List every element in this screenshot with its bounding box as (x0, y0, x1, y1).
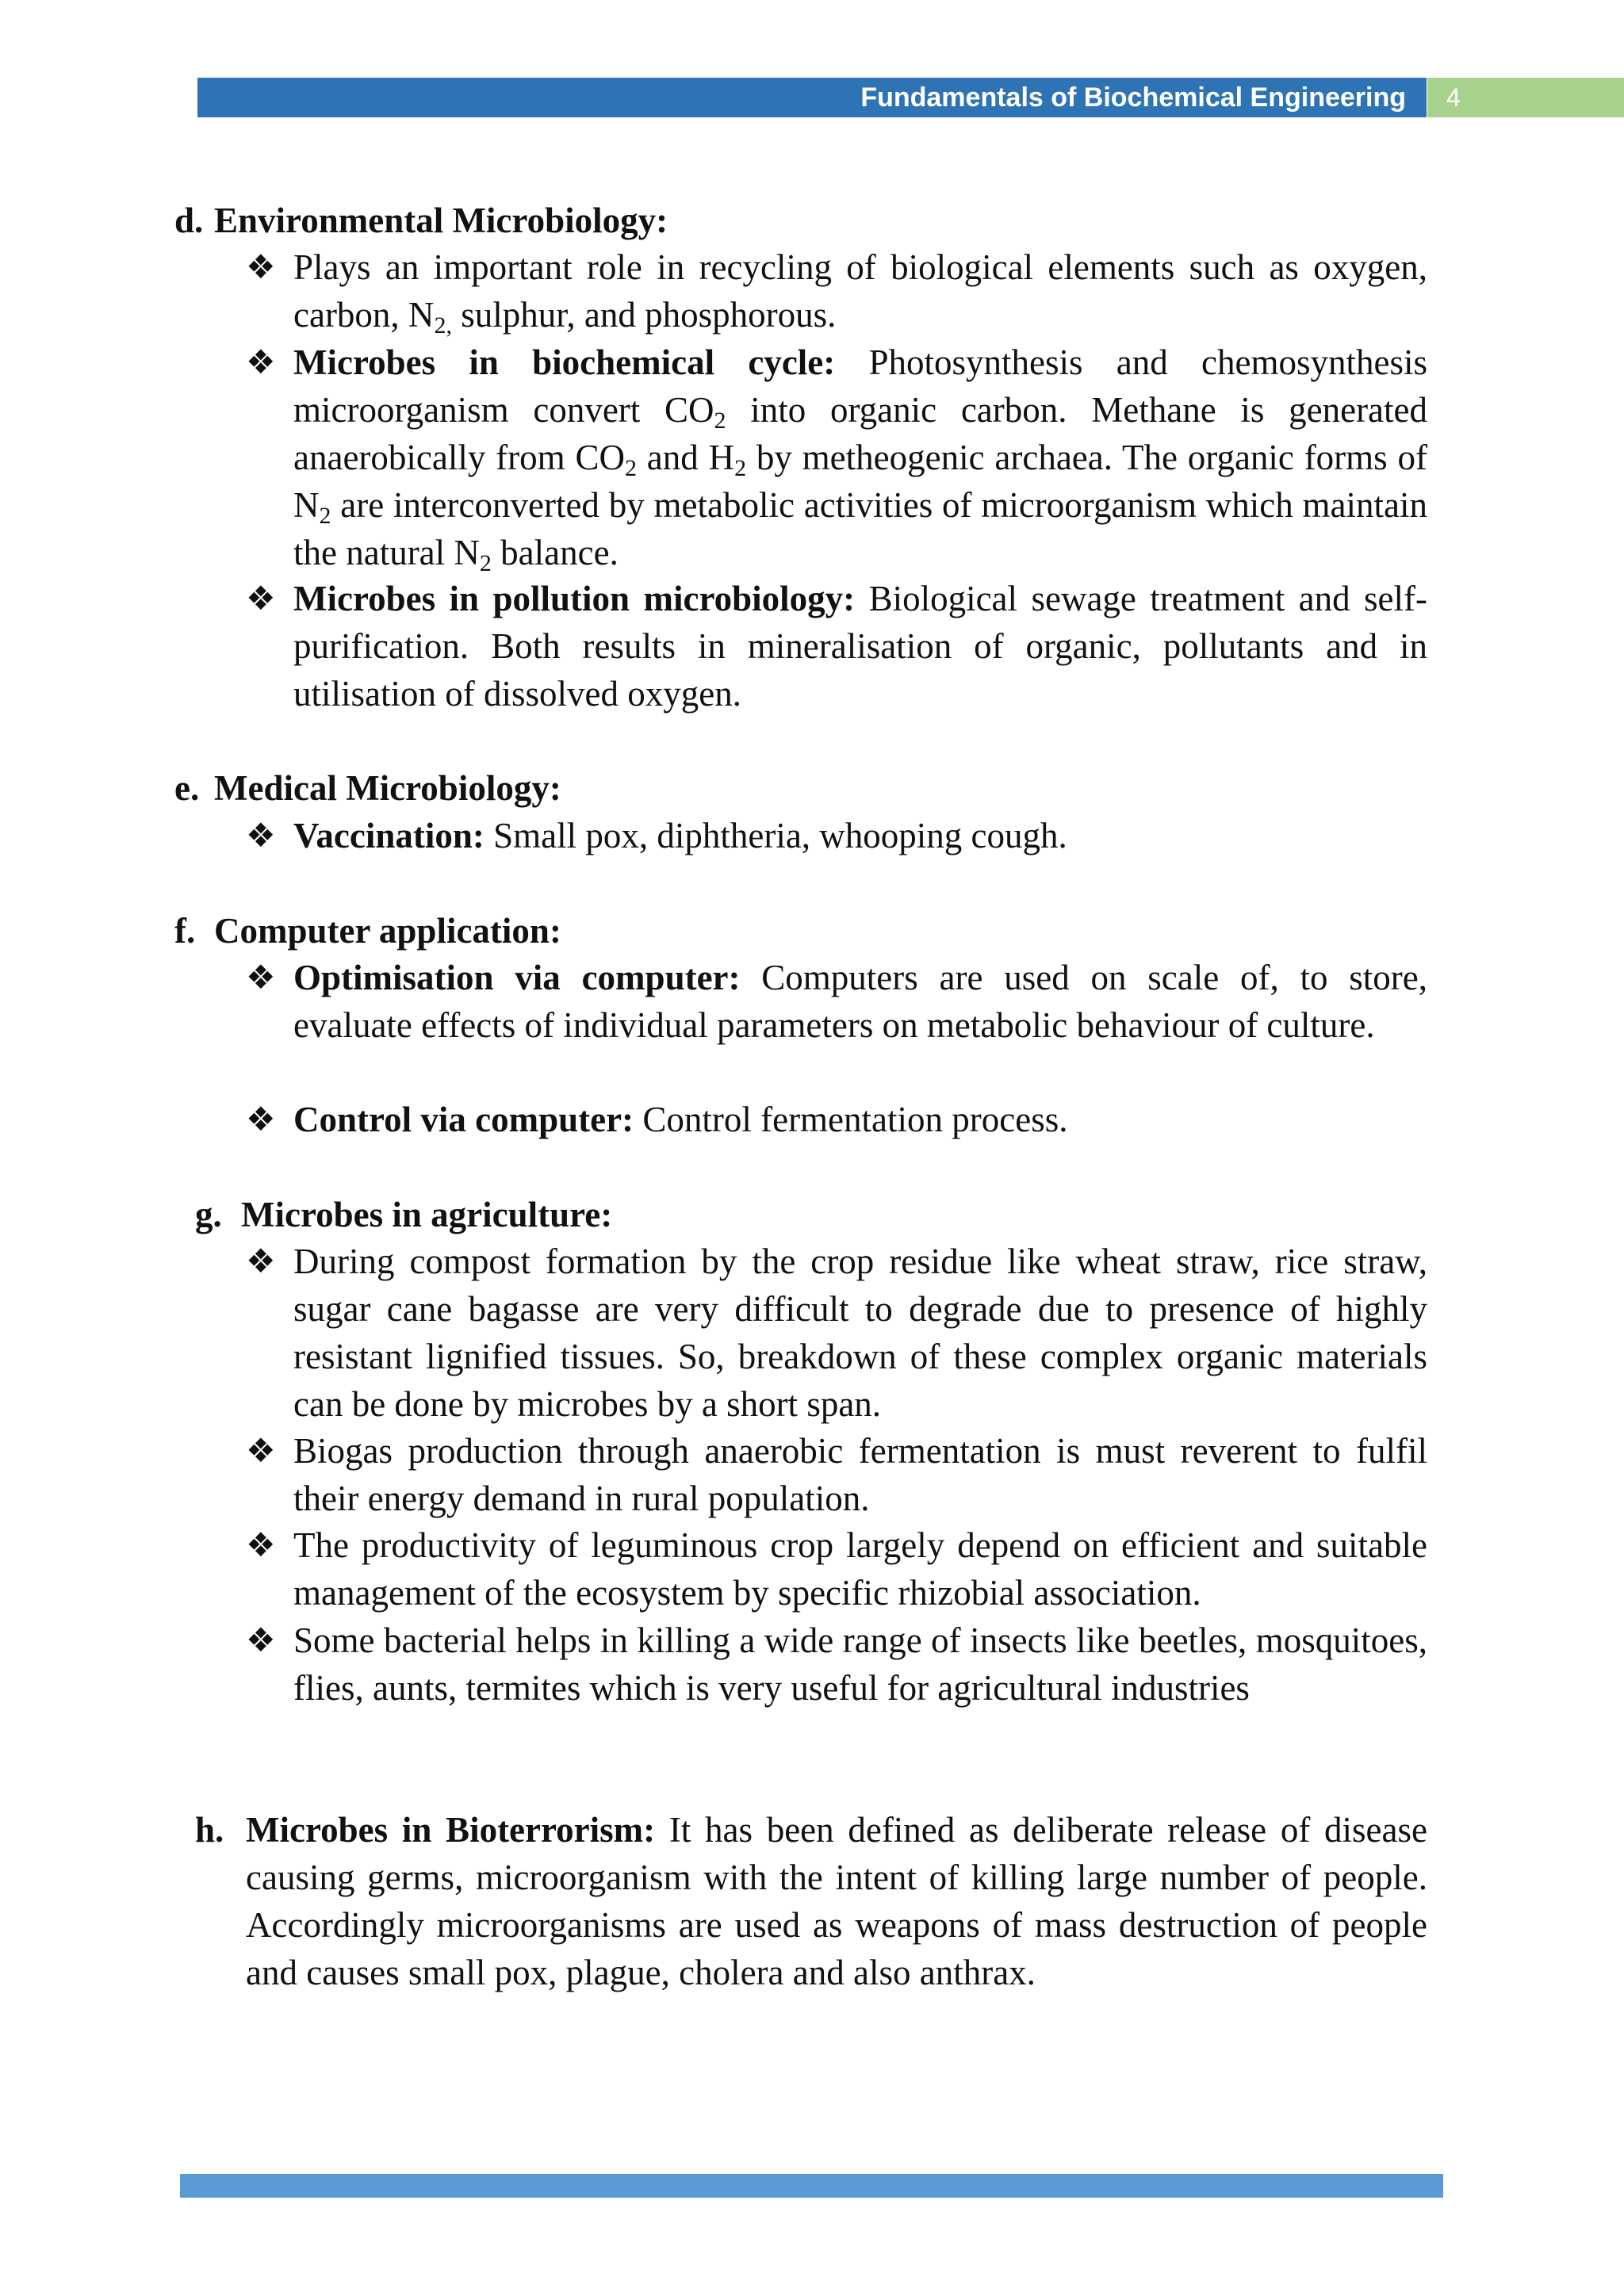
section-h-paragraph: Microbes in Bioterrorism: It has been defined as deliberate release of disease causing germs, microorganism with the intent of killing large number of people. Accordingly microorganisms are used as weapons of mass destruction of people and causes small pox, plague, cholera and also anthrax. (246, 1810, 1427, 1992)
bullet-icon: ❖ (246, 1525, 276, 1564)
bullet-icon: ❖ (246, 1431, 276, 1470)
section-f-bullet-2: Control via computer: Control fermentation process. (293, 1100, 1068, 1139)
section-g-bullet-2: Biogas production through anaerobic fermentation is must reverent to fulfil their energy demand in rural population. (293, 1431, 1427, 1518)
footer-bar (180, 2174, 1443, 2198)
section-d-letter: d. (174, 201, 204, 240)
bullet-icon: ❖ (246, 342, 276, 381)
section-d-bullet-1: Plays an important role in recycling of biological elements such as oxygen, carbon, $N_{2,}$ sulphur, and phosphorous. (293, 247, 1427, 339)
section-d-bullet-2: Microbes in biochemical cycle: Photosynthesis and chemosynthesis microorganism convert $CO_2$ into organic carbon. Methane is generated anaerobically from $CO_2$ and $H_2$ by metheogenic archaea. The organic forms of $N_2$ are interconverted by metabolic activities of microorganism which maintain the natural $N_2$ balance. (293, 342, 1428, 576)
section-f-title: Computer application: (214, 911, 561, 951)
section-g-bullet-4: Some bacterial helps in killing a wide range of insects like beetles, mosquitoes, flies, aunts, termites which is very useful for agricultural industries (293, 1621, 1427, 1708)
header-title-bar (197, 78, 1427, 117)
bullet-icon: ❖ (246, 579, 276, 618)
section-e-bullet-1: Vaccination: Small pox, diphtheria, whooping cough. (293, 816, 1067, 855)
section-e-title: Medical Microbiology: (214, 768, 561, 808)
bullet-icon: ❖ (246, 1242, 276, 1280)
section-d-bullet-3: Microbes in pollution microbiology: Biological sewage treatment and self-purification. Both results in mineralisation of organic, pollutants and in utilisation of dissolved oxygen. (293, 579, 1427, 714)
header-page-number (1427, 78, 1624, 117)
bullet-icon: ❖ (246, 816, 276, 855)
section-f-letter: f. (174, 911, 196, 951)
section-g-bullet-1: During compost formation by the crop residue like wheat straw, rice straw, sugar cane bagasse are very difficult to degrade due to presence of highly resistant lignified tissues. So, breakdown of these complex organic materials can be done by microbes by a short span. (293, 1242, 1427, 1424)
section-d-heading (174, 197, 668, 244)
page-number: 4 (1446, 83, 1461, 112)
section-d-title: Environmental Microbiology: (214, 201, 668, 240)
bullet-icon: ❖ (246, 247, 276, 286)
bullet-icon: ❖ (246, 1100, 276, 1138)
bullet-icon: ❖ (246, 958, 276, 997)
section-f-heading (174, 907, 561, 955)
header-title: Fundamentals of Biochemical Engineering (860, 82, 1406, 113)
section-g-letter: g. (195, 1195, 222, 1234)
section-f-bullet-1: Optimisation via computer: Computers are used on scale of, to store, evaluate effects of individual parameters on metabolic behaviour of culture. (293, 958, 1427, 1045)
section-e-letter: e. (174, 768, 200, 808)
section-g-heading (195, 1191, 612, 1238)
section-e-heading (174, 764, 561, 812)
section-h-title: Microbes in Bioterrorism: (246, 1810, 656, 1850)
section-g-title: Microbes in agriculture: (241, 1195, 613, 1234)
section-g-bullet-3: The productivity of leguminous crop largely depend on efficient and suitable management of the ecosystem by specific rhizobial association. (293, 1525, 1427, 1613)
bullet-icon: ❖ (246, 1621, 276, 1659)
section-h-letter: h. (195, 1810, 224, 1850)
